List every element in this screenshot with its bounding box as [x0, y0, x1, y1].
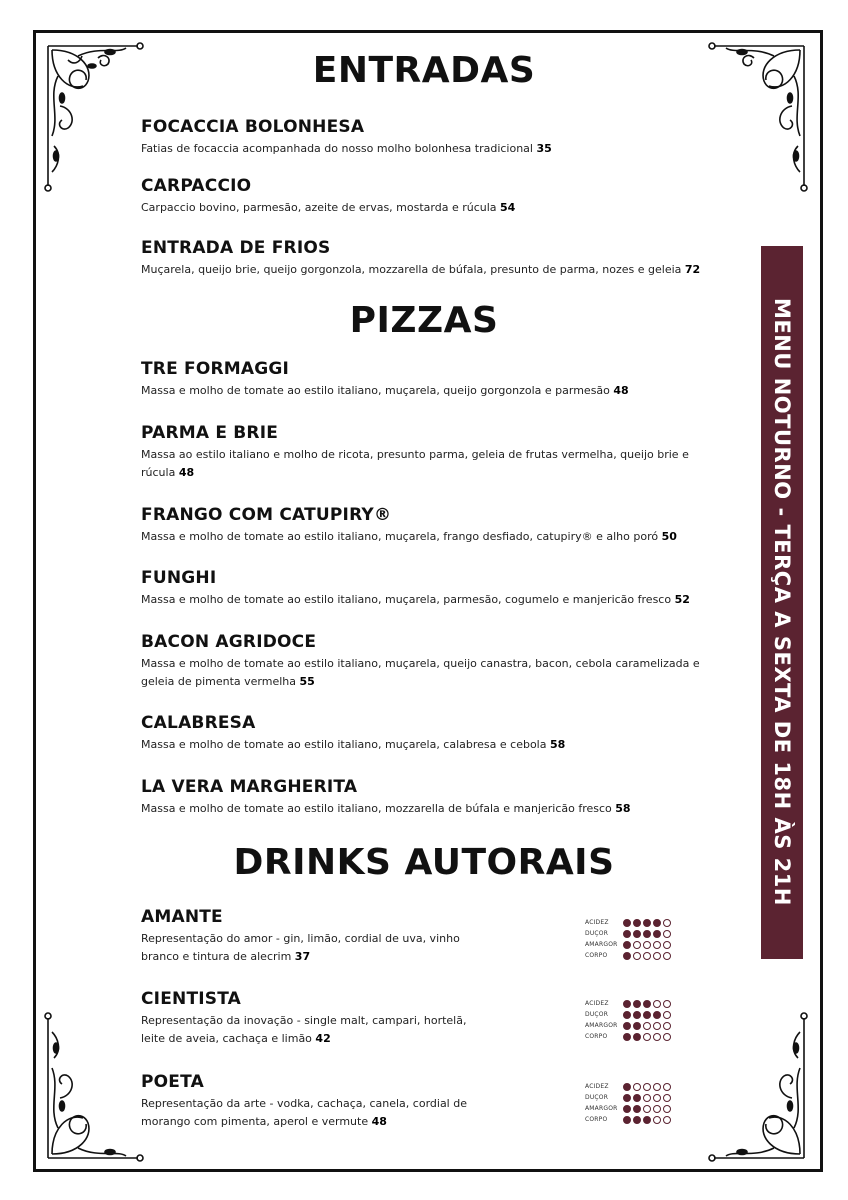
- item-description: Representação do amor - gin, limão, cordial de uva, vinho branco e tintura de alecrim 37: [141, 932, 460, 963]
- taste-profile-row: [585, 917, 695, 928]
- taste-profile-dots: [623, 1083, 673, 1091]
- empty-dot-icon: [653, 952, 661, 960]
- menu-item: [141, 175, 711, 217]
- taste-profile-row: [585, 939, 695, 950]
- filled-dot-icon: [633, 1116, 641, 1124]
- section-title-pizzas: PIZZAS: [349, 300, 499, 341]
- item-name: FUNGHI: [141, 568, 217, 588]
- filled-dot-icon: [653, 919, 661, 927]
- taste-profile: [585, 917, 695, 961]
- item-name: AMANTE: [141, 907, 223, 927]
- taste-profile-dots: [623, 1022, 673, 1030]
- item-description: Massa e molho de tomate ao estilo italiano, muçarela, calabresa e cebola 58: [141, 738, 566, 751]
- item-price: 50: [661, 530, 677, 543]
- item-price: 58: [615, 802, 631, 815]
- empty-dot-icon: [633, 941, 641, 949]
- empty-dot-icon: [653, 1022, 661, 1030]
- empty-dot-icon: [663, 1116, 671, 1124]
- item-name: TRE FORMAGGI: [141, 359, 290, 379]
- empty-dot-icon: [653, 1116, 661, 1124]
- filled-dot-icon: [623, 952, 631, 960]
- filled-dot-icon: [643, 930, 651, 938]
- item-price: 48: [613, 384, 629, 397]
- filled-dot-icon: [653, 930, 661, 938]
- empty-dot-icon: [643, 941, 651, 949]
- item-price: 54: [500, 201, 516, 214]
- side-banner: [761, 246, 803, 959]
- filled-dot-icon: [643, 1011, 651, 1019]
- taste-profile-label: AMARGOR: [585, 1022, 618, 1029]
- taste-profile-label: ACIDEZ: [585, 1083, 609, 1090]
- empty-dot-icon: [643, 1105, 651, 1113]
- filled-dot-icon: [633, 1033, 641, 1041]
- item-name: PARMA E BRIE: [141, 423, 279, 443]
- menu-item-drink: [141, 988, 481, 1048]
- taste-profile-dots: [623, 952, 673, 960]
- menu-item: [141, 631, 711, 691]
- filled-dot-icon: [623, 1022, 631, 1030]
- taste-profile-label: ACIDEZ: [585, 1000, 609, 1007]
- taste-profile-row: [585, 950, 695, 961]
- filled-dot-icon: [633, 919, 641, 927]
- taste-profile-row: [585, 928, 695, 939]
- taste-profile-label: DUÇOR: [585, 930, 609, 937]
- item-description: Massa e molho de tomate ao estilo italiano, muçarela, parmesão, cogumelo e manjericão fresco 52: [141, 593, 690, 606]
- taste-profile-dots: [623, 1011, 673, 1019]
- empty-dot-icon: [653, 1105, 661, 1113]
- floral-corner-ornament-bottom-left: [38, 1008, 148, 1168]
- menu-item: [141, 358, 711, 400]
- item-price: 52: [674, 593, 690, 606]
- empty-dot-icon: [663, 919, 671, 927]
- item-description: Massa e molho de tomate ao estilo italiano, muçarela, queijo canastra, bacon, cebola caramelizada e geleia de pimenta vermelha 55: [141, 657, 700, 688]
- item-description: Representação da arte - vodka, cachaça, canela, cordial de morango com pimenta, aperol e vermute 48: [141, 1097, 467, 1128]
- taste-profile-label: CORPO: [585, 952, 608, 959]
- taste-profile-dots: [623, 930, 673, 938]
- taste-profile-label: ACIDEZ: [585, 919, 609, 926]
- empty-dot-icon: [633, 1083, 641, 1091]
- filled-dot-icon: [653, 1011, 661, 1019]
- taste-profile-row: [585, 1103, 695, 1114]
- taste-profile-label: DUÇOR: [585, 1011, 609, 1018]
- filled-dot-icon: [633, 1022, 641, 1030]
- side-banner-text: MENU NOTURNO - TERÇA A SEXTA DE 18H ÀS 21H: [770, 298, 794, 906]
- item-name: BACON AGRIDOCE: [141, 632, 317, 652]
- taste-profile-label: CORPO: [585, 1116, 608, 1123]
- item-description: Representação da inovação - single malt, campari, hortelã, leite de aveia, cachaça e limão 42: [141, 1014, 467, 1045]
- empty-dot-icon: [663, 1000, 671, 1008]
- item-price: 35: [536, 142, 552, 155]
- floral-corner-ornament-bottom-right: [704, 1008, 814, 1168]
- taste-profile-label: AMARGOR: [585, 941, 618, 948]
- taste-profile-dots: [623, 1033, 673, 1041]
- section-title-drinks: DRINKS AUTORAIS: [233, 842, 615, 883]
- item-description: Massa e molho de tomate ao estilo italiano, muçarela, frango desfiado, catupiry® e alho poró 50: [141, 530, 677, 543]
- filled-dot-icon: [633, 1011, 641, 1019]
- item-name: CARPACCIO: [141, 176, 252, 196]
- taste-profile-row: [585, 1114, 695, 1125]
- item-description: Massa ao estilo italiano e molho de ricota, presunto parma, geleia de frutas vermelha, queijo brie e rúcula 48: [141, 448, 689, 479]
- item-price: 55: [299, 675, 315, 688]
- item-price: 37: [294, 950, 311, 963]
- taste-profile-row: [585, 998, 695, 1009]
- item-name: CALABRESA: [141, 713, 256, 733]
- floral-corner-ornament-top-left: [38, 36, 148, 196]
- empty-dot-icon: [663, 930, 671, 938]
- menu-item: [141, 712, 711, 754]
- filled-dot-icon: [643, 919, 651, 927]
- filled-dot-icon: [623, 1105, 631, 1113]
- item-name: CIENTISTA: [141, 989, 242, 1009]
- filled-dot-icon: [633, 1105, 641, 1113]
- filled-dot-icon: [623, 1011, 631, 1019]
- empty-dot-icon: [663, 1033, 671, 1041]
- empty-dot-icon: [663, 1105, 671, 1113]
- filled-dot-icon: [633, 930, 641, 938]
- empty-dot-icon: [663, 1022, 671, 1030]
- empty-dot-icon: [663, 941, 671, 949]
- filled-dot-icon: [623, 1094, 631, 1102]
- item-name: FRANGO COM CATUPIRY®: [141, 505, 392, 525]
- section-title-entradas: ENTRADAS: [312, 50, 536, 91]
- taste-profile-row: [585, 1031, 695, 1042]
- taste-profile: [585, 1081, 695, 1125]
- item-price: 48: [178, 466, 195, 479]
- menu-item-drink: [141, 906, 481, 966]
- taste-profile-dots: [623, 941, 673, 949]
- empty-dot-icon: [643, 1094, 651, 1102]
- taste-profile-label: AMARGOR: [585, 1105, 618, 1112]
- filled-dot-icon: [633, 1000, 641, 1008]
- filled-dot-icon: [623, 1116, 631, 1124]
- empty-dot-icon: [633, 952, 641, 960]
- filled-dot-icon: [623, 930, 631, 938]
- empty-dot-icon: [643, 952, 651, 960]
- taste-profile-dots: [623, 1000, 673, 1008]
- empty-dot-icon: [653, 1094, 661, 1102]
- empty-dot-icon: [663, 1011, 671, 1019]
- empty-dot-icon: [643, 1033, 651, 1041]
- taste-profile-row: [585, 1081, 695, 1092]
- filled-dot-icon: [643, 1116, 651, 1124]
- item-name: LA VERA MARGHERITA: [141, 777, 358, 797]
- item-price: 58: [549, 738, 566, 751]
- empty-dot-icon: [663, 1083, 671, 1091]
- empty-dot-icon: [653, 941, 661, 949]
- menu-item: [141, 237, 711, 279]
- taste-profile-row: [585, 1009, 695, 1020]
- taste-profile-label: CORPO: [585, 1033, 608, 1040]
- item-name: FOCACCIA BOLONHESA: [141, 117, 365, 137]
- filled-dot-icon: [623, 1000, 631, 1008]
- empty-dot-icon: [653, 1000, 661, 1008]
- item-description: Massa e molho de tomate ao estilo italiano, mozzarella de búfala e manjericão fresco 58: [141, 802, 631, 815]
- item-description: Carpaccio bovino, parmesão, azeite de ervas, mostarda e rúcula 54: [141, 201, 516, 214]
- taste-profile: [585, 998, 695, 1042]
- item-description: Massa e molho de tomate ao estilo italiano, muçarela, queijo gorgonzola e parmesão 48: [141, 384, 629, 397]
- taste-profile-dots: [623, 1094, 673, 1102]
- empty-dot-icon: [643, 1022, 651, 1030]
- item-price: 72: [684, 263, 701, 276]
- taste-profile-dots: [623, 1116, 673, 1124]
- empty-dot-icon: [653, 1033, 661, 1041]
- filled-dot-icon: [623, 1083, 631, 1091]
- empty-dot-icon: [653, 1083, 661, 1091]
- filled-dot-icon: [623, 941, 631, 949]
- menu-item: [141, 776, 711, 818]
- filled-dot-icon: [623, 919, 631, 927]
- menu-item: [141, 422, 711, 482]
- taste-profile-label: DUÇOR: [585, 1094, 609, 1101]
- floral-corner-ornament-top-right: [704, 36, 814, 196]
- empty-dot-icon: [663, 952, 671, 960]
- menu-item: [141, 567, 711, 609]
- empty-dot-icon: [663, 1094, 671, 1102]
- item-description: Fatias de focaccia acompanhada do nosso molho bolonhesa tradicional 35: [141, 142, 552, 155]
- menu-item: [141, 116, 711, 158]
- item-description: Muçarela, queijo brie, queijo gorgonzola, mozzarella de búfala, presunto de parma, nozes e geleia 72: [141, 263, 701, 276]
- taste-profile-dots: [623, 1105, 673, 1113]
- menu-item-drink: [141, 1071, 481, 1131]
- taste-profile-row: [585, 1092, 695, 1103]
- filled-dot-icon: [623, 1033, 631, 1041]
- item-name: ENTRADA DE FRIOS: [141, 238, 331, 258]
- item-name: POETA: [141, 1072, 204, 1092]
- filled-dot-icon: [643, 1000, 651, 1008]
- taste-profile-row: [585, 1020, 695, 1031]
- menu-item: [141, 504, 711, 546]
- empty-dot-icon: [643, 1083, 651, 1091]
- item-price: 48: [371, 1115, 387, 1128]
- taste-profile-dots: [623, 919, 673, 927]
- item-price: 42: [315, 1032, 331, 1045]
- filled-dot-icon: [633, 1094, 641, 1102]
